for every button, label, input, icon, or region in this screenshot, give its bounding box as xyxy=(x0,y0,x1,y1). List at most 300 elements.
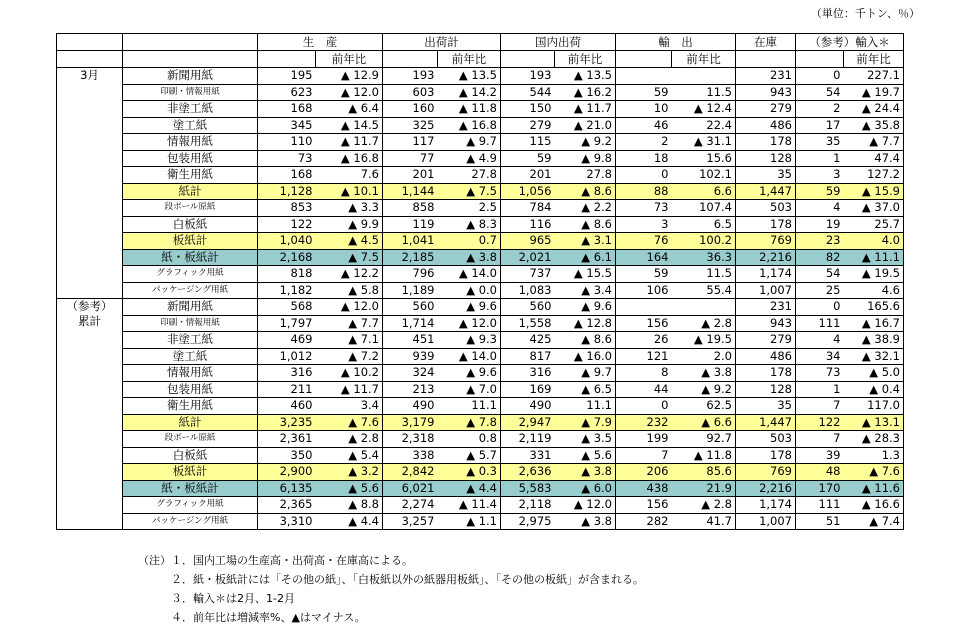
cell-i_y: ▲ 5.0 xyxy=(844,365,904,382)
cell-s_y: ▲ 4.9 xyxy=(438,150,501,167)
cell-inv: 503 xyxy=(736,431,796,448)
cell-s: 324 xyxy=(383,365,438,382)
row-label: 白板紙 xyxy=(123,216,258,233)
cell-inv: 1,174 xyxy=(736,497,796,514)
cell-i_y: 227.1 xyxy=(844,68,904,85)
cell-d_y: ▲ 16.0 xyxy=(555,348,616,365)
cell-d_y: ▲ 6.0 xyxy=(555,480,616,497)
cell-p: 1,040 xyxy=(258,233,316,250)
cell-p_y: 3.4 xyxy=(316,398,383,415)
row-label: 白板紙 xyxy=(123,447,258,464)
cell-i_y: ▲ 32.1 xyxy=(844,348,904,365)
table-row xyxy=(57,348,904,365)
cell-s_y: ▲ 16.8 xyxy=(438,117,501,134)
cell-p_y: ▲ 3.3 xyxy=(316,200,383,217)
cell-s: 560 xyxy=(383,299,438,316)
cell-s_y: ▲ 12.0 xyxy=(438,315,501,332)
cell-e: 2 xyxy=(616,134,672,151)
cell-i_y: ▲ 11.1 xyxy=(844,249,904,266)
row-label: 段ボール原紙 xyxy=(123,200,258,217)
cell-inv: 128 xyxy=(736,381,796,398)
cell-d_y: ▲ 2.2 xyxy=(555,200,616,217)
cell-p_y: ▲ 9.9 xyxy=(316,216,383,233)
cell-d: 201 xyxy=(501,167,555,184)
header-blank xyxy=(616,51,672,68)
cell-i: 23 xyxy=(796,233,844,250)
header-blank xyxy=(501,51,555,68)
row-label: 板紙計 xyxy=(123,464,258,481)
table-row xyxy=(57,134,904,151)
cell-i: 7 xyxy=(796,398,844,415)
cell-p_y: ▲ 7.2 xyxy=(316,348,383,365)
cell-s: 3,257 xyxy=(383,513,438,530)
row-label: 紙・板紙計 xyxy=(123,480,258,497)
cell-s_y: ▲ 14.0 xyxy=(438,348,501,365)
cell-s_y: ▲ 7.8 xyxy=(438,414,501,431)
cell-i_y: ▲ 24.4 xyxy=(844,101,904,118)
cell-d_y: ▲ 3.1 xyxy=(555,233,616,250)
cell-p_y: ▲ 12.0 xyxy=(316,84,383,101)
cell-e_y: 21.9 xyxy=(672,480,736,497)
table-row xyxy=(57,84,904,101)
cell-d: 784 xyxy=(501,200,555,217)
cell-d: 331 xyxy=(501,447,555,464)
cell-s_y: ▲ 14.0 xyxy=(438,266,501,283)
table-row xyxy=(57,183,904,200)
cell-e_y: 92.7 xyxy=(672,431,736,448)
row-label: 非塗工紙 xyxy=(123,101,258,118)
cell-d_y: ▲ 15.5 xyxy=(555,266,616,283)
cell-p_y: ▲ 12.0 xyxy=(316,299,383,316)
table-body xyxy=(57,68,904,530)
cell-i: 82 xyxy=(796,249,844,266)
cell-p_y: ▲ 7.6 xyxy=(316,414,383,431)
cell-e: 10 xyxy=(616,101,672,118)
cell-i: 1 xyxy=(796,150,844,167)
header-shipments: 出荷計 xyxy=(383,34,501,51)
table-row xyxy=(57,233,904,250)
header-yoy: 前年比 xyxy=(438,51,501,68)
cell-p: 460 xyxy=(258,398,316,415)
cell-d_y: ▲ 3.8 xyxy=(555,513,616,530)
cell-i_y: ▲ 16.7 xyxy=(844,315,904,332)
cell-i: 39 xyxy=(796,447,844,464)
cell-p: 345 xyxy=(258,117,316,134)
cell-i_y: 47.4 xyxy=(844,150,904,167)
cell-p: 316 xyxy=(258,365,316,382)
cell-s_y: 27.8 xyxy=(438,167,501,184)
cell-p_y: ▲ 12.9 xyxy=(316,68,383,85)
cell-s: 2,274 xyxy=(383,497,438,514)
header-row xyxy=(57,34,904,51)
cell-e_y: 6.6 xyxy=(672,183,736,200)
footnote: ４．前年比は増減率%、▲はマイナス。 xyxy=(138,611,366,624)
cell-p: 3,310 xyxy=(258,513,316,530)
cell-i: 0 xyxy=(796,68,844,85)
header-production: 生 産 xyxy=(258,34,383,51)
header-inventory: 在庫 xyxy=(736,34,796,51)
table-row xyxy=(57,117,904,134)
cell-d: 169 xyxy=(501,381,555,398)
cell-p: 3,235 xyxy=(258,414,316,431)
cell-p: 818 xyxy=(258,266,316,283)
cell-p: 6,135 xyxy=(258,480,316,497)
cell-e: 88 xyxy=(616,183,672,200)
group-label xyxy=(57,299,123,530)
cell-p: 110 xyxy=(258,134,316,151)
cell-e_y: 11.5 xyxy=(672,84,736,101)
cell-i: 59 xyxy=(796,183,844,200)
cell-s_y: ▲ 7.0 xyxy=(438,381,501,398)
cell-e_y: 15.6 xyxy=(672,150,736,167)
table-row xyxy=(57,497,904,514)
row-label: 塗工紙 xyxy=(123,117,258,134)
cell-e_y: ▲ 3.8 xyxy=(672,365,736,382)
cell-s_y: ▲ 7.5 xyxy=(438,183,501,200)
table-row xyxy=(57,365,904,382)
cell-p_y: ▲ 6.4 xyxy=(316,101,383,118)
cell-d_y: ▲ 8.6 xyxy=(555,332,616,349)
cell-e: 0 xyxy=(616,398,672,415)
cell-inv: 943 xyxy=(736,84,796,101)
cell-d_y: ▲ 3.5 xyxy=(555,431,616,448)
cell-i: 122 xyxy=(796,414,844,431)
cell-i_y: ▲ 19.5 xyxy=(844,266,904,283)
cell-s_y: 11.1 xyxy=(438,398,501,415)
row-label: 情報用紙 xyxy=(123,134,258,151)
cell-d_y: ▲ 9.6 xyxy=(555,299,616,316)
cell-s_y: ▲ 0.0 xyxy=(438,282,501,299)
row-label: 非塗工紙 xyxy=(123,332,258,349)
cell-p: 2,900 xyxy=(258,464,316,481)
cell-inv: 178 xyxy=(736,216,796,233)
cell-e_y: 102.1 xyxy=(672,167,736,184)
cell-e: 73 xyxy=(616,200,672,217)
cell-p: 1,182 xyxy=(258,282,316,299)
cell-s: 160 xyxy=(383,101,438,118)
group-label xyxy=(57,68,123,299)
cell-d: 1,056 xyxy=(501,183,555,200)
cell-i_y: ▲ 37.0 xyxy=(844,200,904,217)
cell-s: 1,041 xyxy=(383,233,438,250)
cell-s: 939 xyxy=(383,348,438,365)
cell-e: 232 xyxy=(616,414,672,431)
cell-d_y: 27.8 xyxy=(555,167,616,184)
cell-inv: 178 xyxy=(736,447,796,464)
row-label: 包装用紙 xyxy=(123,381,258,398)
cell-d_y: ▲ 5.6 xyxy=(555,447,616,464)
cell-e: 164 xyxy=(616,249,672,266)
cell-e: 59 xyxy=(616,266,672,283)
table-row xyxy=(57,200,904,217)
cell-i_y: 127.2 xyxy=(844,167,904,184)
cell-d: 116 xyxy=(501,216,555,233)
footnote: ２．紙・板紙計には「その他の紙」、「白板紙以外の紙器用板紙」、「その他の板紙」が含まれる。 xyxy=(138,573,644,586)
cell-i: 25 xyxy=(796,282,844,299)
header-blank xyxy=(57,51,123,68)
group-label-text: 累計 xyxy=(78,314,101,328)
cell-d_y: 11.1 xyxy=(555,398,616,415)
cell-s_y: ▲ 9.7 xyxy=(438,134,501,151)
cell-s_y: ▲ 11.8 xyxy=(438,101,501,118)
table-row xyxy=(57,150,904,167)
cell-s: 858 xyxy=(383,200,438,217)
cell-i_y: ▲ 7.7 xyxy=(844,134,904,151)
cell-p_y: ▲ 4.4 xyxy=(316,513,383,530)
row-label: 包装用紙 xyxy=(123,150,258,167)
cell-d_y: ▲ 3.4 xyxy=(555,282,616,299)
cell-p_y: ▲ 5.4 xyxy=(316,447,383,464)
cell-inv: 486 xyxy=(736,117,796,134)
cell-p: 195 xyxy=(258,68,316,85)
table-row xyxy=(57,381,904,398)
cell-d_y: ▲ 8.6 xyxy=(555,216,616,233)
header-yoy: 前年比 xyxy=(555,51,616,68)
unit-label: （単位：千トン、％） xyxy=(810,7,920,20)
cell-d: 425 xyxy=(501,332,555,349)
cell-e_y: 107.4 xyxy=(672,200,736,217)
cell-d: 490 xyxy=(501,398,555,415)
cell-s: 490 xyxy=(383,398,438,415)
row-label: パッケージング用紙 xyxy=(123,282,258,299)
cell-inv: 1,007 xyxy=(736,513,796,530)
cell-d: 2,975 xyxy=(501,513,555,530)
cell-d: 2,021 xyxy=(501,249,555,266)
cell-s: 117 xyxy=(383,134,438,151)
cell-p_y: ▲ 12.2 xyxy=(316,266,383,283)
cell-d_y: ▲ 9.7 xyxy=(555,365,616,382)
cell-s_y: ▲ 8.3 xyxy=(438,216,501,233)
footnotes xyxy=(138,551,644,627)
cell-d_y: ▲ 7.9 xyxy=(555,414,616,431)
table-row xyxy=(57,216,904,233)
cell-p: 2,168 xyxy=(258,249,316,266)
cell-s: 213 xyxy=(383,381,438,398)
cell-d: 2,947 xyxy=(501,414,555,431)
cell-i: 51 xyxy=(796,513,844,530)
cell-e_y: 62.5 xyxy=(672,398,736,415)
cell-inv: 1,007 xyxy=(736,282,796,299)
row-label: 衛生用紙 xyxy=(123,167,258,184)
cell-i_y: 25.7 xyxy=(844,216,904,233)
table-row xyxy=(57,513,904,530)
cell-e_y: 36.3 xyxy=(672,249,736,266)
cell-i: 34 xyxy=(796,348,844,365)
cell-inv: 231 xyxy=(736,68,796,85)
header-yoy: 前年比 xyxy=(316,51,383,68)
table-row xyxy=(57,447,904,464)
cell-i: 7 xyxy=(796,431,844,448)
cell-p: 122 xyxy=(258,216,316,233)
cell-inv: 279 xyxy=(736,101,796,118)
cell-p: 2,361 xyxy=(258,431,316,448)
cell-d: 59 xyxy=(501,150,555,167)
cell-i_y: 1.3 xyxy=(844,447,904,464)
row-label: パッケージング用紙 xyxy=(123,513,258,530)
cell-d: 2,118 xyxy=(501,497,555,514)
cell-e_y: 2.0 xyxy=(672,348,736,365)
cell-inv: 503 xyxy=(736,200,796,217)
row-label: 紙計 xyxy=(123,183,258,200)
cell-inv: 231 xyxy=(736,299,796,316)
table-row xyxy=(57,266,904,283)
table-row xyxy=(57,249,904,266)
cell-d_y: ▲ 6.1 xyxy=(555,249,616,266)
cell-p_y: ▲ 11.7 xyxy=(316,381,383,398)
cell-e_y: ▲ 19.5 xyxy=(672,332,736,349)
table-row xyxy=(57,464,904,481)
cell-inv: 1,447 xyxy=(736,183,796,200)
cell-s_y: ▲ 1.1 xyxy=(438,513,501,530)
cell-d_y: ▲ 9.8 xyxy=(555,150,616,167)
cell-s: 2,842 xyxy=(383,464,438,481)
cell-i: 2 xyxy=(796,101,844,118)
cell-e: 3 xyxy=(616,216,672,233)
header-exports: 輸 出 xyxy=(616,34,736,51)
cell-s: 193 xyxy=(383,68,438,85)
cell-i: 0 xyxy=(796,299,844,316)
cell-i_y: ▲ 19.7 xyxy=(844,84,904,101)
cell-s: 119 xyxy=(383,216,438,233)
cell-s: 2,185 xyxy=(383,249,438,266)
cell-p: 1,012 xyxy=(258,348,316,365)
cell-s_y: ▲ 4.4 xyxy=(438,480,501,497)
table-row xyxy=(57,68,904,85)
cell-s: 338 xyxy=(383,447,438,464)
cell-d: 150 xyxy=(501,101,555,118)
cell-s_y: ▲ 9.6 xyxy=(438,299,501,316)
row-label: グラフィック用紙 xyxy=(123,266,258,283)
cell-e_y: ▲ 11.8 xyxy=(672,447,736,464)
table-row xyxy=(57,398,904,415)
cell-e_y xyxy=(672,299,736,316)
cell-s: 2,318 xyxy=(383,431,438,448)
cell-s: 3,179 xyxy=(383,414,438,431)
cell-inv: 35 xyxy=(736,398,796,415)
cell-e_y: 55.4 xyxy=(672,282,736,299)
cell-e: 59 xyxy=(616,84,672,101)
cell-i_y: ▲ 13.1 xyxy=(844,414,904,431)
footnote: ３．輸入＊は2月、1-2月 xyxy=(138,592,295,605)
cell-d_y: ▲ 3.8 xyxy=(555,464,616,481)
cell-i_y: ▲ 7.4 xyxy=(844,513,904,530)
cell-p: 168 xyxy=(258,167,316,184)
cell-s: 325 xyxy=(383,117,438,134)
cell-e_y: ▲ 31.1 xyxy=(672,134,736,151)
cell-e: 7 xyxy=(616,447,672,464)
cell-i: 4 xyxy=(796,200,844,217)
cell-e_y: 11.5 xyxy=(672,266,736,283)
cell-d: 2,636 xyxy=(501,464,555,481)
header-yoy: 前年比 xyxy=(844,51,904,68)
cell-d: 115 xyxy=(501,134,555,151)
table-row xyxy=(57,167,904,184)
cell-p_y: ▲ 7.7 xyxy=(316,315,383,332)
cell-e xyxy=(616,299,672,316)
cell-e_y: 85.6 xyxy=(672,464,736,481)
cell-p: 1,128 xyxy=(258,183,316,200)
cell-inv: 486 xyxy=(736,348,796,365)
header-blank xyxy=(258,51,316,68)
group-label-text: （参考） xyxy=(66,299,113,313)
cell-d: 193 xyxy=(501,68,555,85)
header-blank xyxy=(736,51,796,68)
cell-i: 73 xyxy=(796,365,844,382)
row-label: 情報用紙 xyxy=(123,365,258,382)
table-row xyxy=(57,332,904,349)
cell-inv: 769 xyxy=(736,464,796,481)
header-domestic: 国内出荷 xyxy=(501,34,616,51)
table-row xyxy=(57,282,904,299)
cell-e_y: ▲ 6.6 xyxy=(672,414,736,431)
cell-p_y: 7.6 xyxy=(316,167,383,184)
cell-e: 8 xyxy=(616,365,672,382)
cell-p_y: ▲ 14.5 xyxy=(316,117,383,134)
cell-e: 46 xyxy=(616,117,672,134)
table-row xyxy=(57,299,904,316)
cell-i: 111 xyxy=(796,315,844,332)
cell-e_y: ▲ 2.8 xyxy=(672,497,736,514)
row-label: 新聞用紙 xyxy=(123,68,258,85)
cell-d: 2,119 xyxy=(501,431,555,448)
cell-p_y: ▲ 16.8 xyxy=(316,150,383,167)
cell-i: 1 xyxy=(796,381,844,398)
cell-e: 18 xyxy=(616,150,672,167)
cell-p: 350 xyxy=(258,447,316,464)
cell-i_y: 165.6 xyxy=(844,299,904,316)
cell-e: 44 xyxy=(616,381,672,398)
cell-p: 623 xyxy=(258,84,316,101)
row-label: グラフィック用紙 xyxy=(123,497,258,514)
cell-i: 3 xyxy=(796,167,844,184)
cell-inv: 128 xyxy=(736,150,796,167)
table-row xyxy=(57,414,904,431)
cell-i: 17 xyxy=(796,117,844,134)
cell-p: 73 xyxy=(258,150,316,167)
cell-e_y xyxy=(672,68,736,85)
group-label-text: 3月 xyxy=(80,68,99,82)
cell-i_y: ▲ 38.9 xyxy=(844,332,904,349)
cell-e: 26 xyxy=(616,332,672,349)
table-row xyxy=(57,480,904,497)
cell-d_y: ▲ 12.0 xyxy=(555,497,616,514)
cell-i_y: ▲ 11.6 xyxy=(844,480,904,497)
row-label: 塗工紙 xyxy=(123,348,258,365)
cell-inv: 2,216 xyxy=(736,480,796,497)
cell-s_y: ▲ 9.6 xyxy=(438,365,501,382)
header-blank xyxy=(796,51,844,68)
cell-s_y: 2.5 xyxy=(438,200,501,217)
cell-e xyxy=(616,68,672,85)
cell-p_y: ▲ 10.1 xyxy=(316,183,383,200)
cell-s: 201 xyxy=(383,167,438,184)
cell-inv: 943 xyxy=(736,315,796,332)
cell-e_y: ▲ 9.2 xyxy=(672,381,736,398)
cell-s: 1,714 xyxy=(383,315,438,332)
cell-p_y: ▲ 3.2 xyxy=(316,464,383,481)
cell-d_y: ▲ 16.2 xyxy=(555,84,616,101)
cell-i_y: ▲ 7.6 xyxy=(844,464,904,481)
header-blank xyxy=(383,51,438,68)
table-row xyxy=(57,315,904,332)
table-row xyxy=(57,431,904,448)
cell-i: 170 xyxy=(796,480,844,497)
cell-d: 1,558 xyxy=(501,315,555,332)
cell-i: 48 xyxy=(796,464,844,481)
cell-d: 965 xyxy=(501,233,555,250)
cell-p_y: ▲ 10.2 xyxy=(316,365,383,382)
cell-s_y: 0.7 xyxy=(438,233,501,250)
